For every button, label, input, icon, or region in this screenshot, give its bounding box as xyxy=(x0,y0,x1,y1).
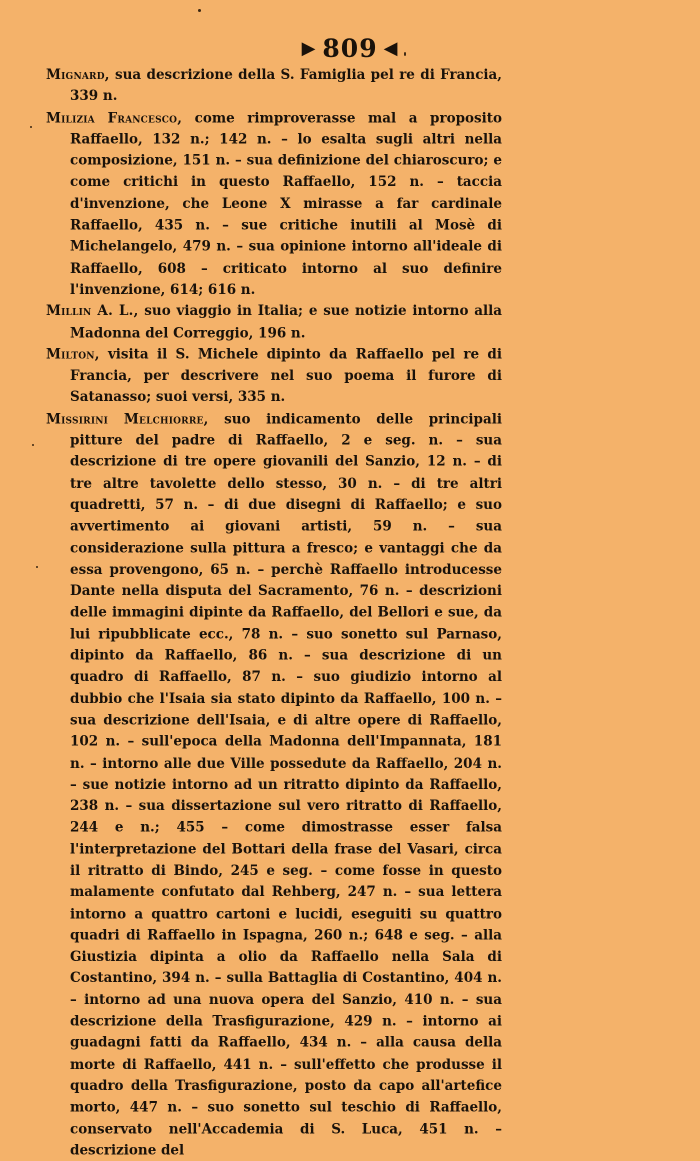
entry-text: suo indicamento delle principali pitture del padre di Raffaello, 2 e seg. n. – sua descrizione di tre opere giovanili del Sanzio, 12 n. – di tre altre tavolette dello stesso, 30 n. – di tre altri quadretti, 57 n. – di due disegni di Raffaello; e suo avvertimento ai giovani artisti, 59 n. – sua considerazione sulla pittura a fresco; e vantaggi che da essa provengono, 65 n. – perchè Raffaello introducesse Dante nella disputa del Sacramento, 76 n. – descrizioni delle immagini dipinte da Raffaello, del Bellori e sue, da lui ripubblicate ecc., 78 n. – suo sonetto sul Parnaso, dipinto da Raffaello, 86 n. – sua descrizione di un quadro di Raffaello, 87 n. – suo giudizio intorno al dubbio che l'Isaia sia stato dipinto da Raffaello, 100 n. – sua descrizione dell'Isaia, e di altre opere di Raffaello, 102 n. – sull'epoca della Madonna dell'Impannata, 181 n. – intorno alle due Ville possedute da Raffaello, 204 n. – sue notizie intorno ad un ritratto dipinto da Raffaello, 238 n. – sua dissertazione sul vero ritratto di Raffaello, 244 e n.; 455 – come dimostrasse esser falsa l'interpretazione del Bottari della frase del Vasari, circa il ritratto di Bindo, 245 e seg. – come fosse in questo malamente confutato dal Rehberg, 247 n. – sua lettera intorno a quattro cartoni e lucidi, eseguiti su quattro quadri di Raffaello in Ispagna, 260 n.; 648 e seg. – alla Giustizia dipinta a olio da Raffaello nella Sala di Costantino, 394 n. – sulla Battaglia di Costantino, 404 n. – intorno ad una nuova opera del Sanzio, 410 n. – sua descrizione della Trasfigurazione, 429 n. – intorno ai guadagni fatti da Raffaello, 434 n. – alla causa della morte di Raffaello, 441 n. – sull'effetto che produsse il quadro della Trasfigurazione, posto da capo all'artefice morto, 447 n. – suo sonetto sul teschio di Raffaello, conservato nell'Accademia di S. Luca, 451 n. – descrizione del xyxy=(70,410,503,1159)
paper-speck xyxy=(32,444,34,446)
left-ornament-icon: ▶ xyxy=(301,38,317,59)
entry-text: suo viaggio in Italia; e sue notizie intorno alla Madonna del Correggio, 196 n. xyxy=(70,302,502,342)
index-entry-milton xyxy=(46,344,502,409)
entry-heading: Missirini Melchiorre, xyxy=(46,410,209,428)
page-number: 809 xyxy=(322,34,378,63)
index-entry-mignard xyxy=(46,64,502,107)
entry-text: visita il S. Michele dipinto da Raffaello pel re di Francia, per descrivere nel suo poema il furore di Satanasso; suoi versi, 335 n. xyxy=(70,345,502,406)
paper-speck xyxy=(30,126,32,128)
index-entries xyxy=(46,64,502,1161)
entry-heading: Millin A. L., xyxy=(46,302,139,320)
paper-speck xyxy=(36,566,38,568)
index-entry-millin xyxy=(46,301,502,344)
entry-heading: Milizia Francesco, xyxy=(46,109,183,127)
paper-speck xyxy=(198,9,201,12)
entry-text: come rimproverasse mal a proposito Raffaello, 132 n.; 142 n. – lo esalta sugli altri nella composizione, 151 n. – sua definizione del chiaroscuro; e come critichi in questo Raffaello, 152 n. – taccia d'invenzione, che Leone X mirasse a far cardinale Raffaello, 435 n. – sue critiche inutili al Mosè di Michelangelo, 479 n. – sua opinione intorno all'ideale di Raffaello, 608 – criticato intorno al suo definire l'invenzione, 614; 616 n. xyxy=(70,109,502,299)
entry-heading: Mignard, xyxy=(46,66,110,84)
page-header xyxy=(0,34,700,64)
entry-heading: Milton, xyxy=(46,345,100,363)
right-ornament-icon: ◀ xyxy=(383,38,399,59)
index-entry-missirini xyxy=(46,408,502,1161)
paper-speck xyxy=(404,52,406,56)
entry-text: sua descrizione della S. Famiglia pel re di Francia, 339 n. xyxy=(70,66,502,105)
index-entry-milizia xyxy=(46,107,502,301)
